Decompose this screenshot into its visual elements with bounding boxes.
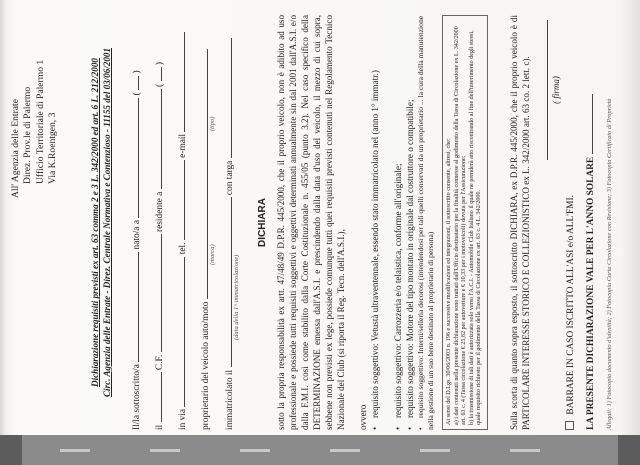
header-line-1: Dichiarazione requisiti previsti ex art. 63 comma 2 e 3 L. 342/2000 ed art. 6 L. 212/2000 [90, 58, 100, 387]
vehicle-field[interactable] [197, 49, 208, 299]
note-line: a) i dati contenuti nella presente dichiarazione sono trattati dall'Ufficio destinatario per la finalità connesse al godimento della Tassa di Circolazione ex L. 342/2000 art. 63 c. 4 (Tassa circolazione € 25,82 per autovetture e € 10,33 per i motoveicoli) dovuta per l'Assicurazione; [453, 26, 468, 425]
form-row-vehicle: proprietario del veicolo auto/moto [197, 15, 213, 430]
phone-field[interactable] [174, 160, 185, 240]
form-row-contact: in via tel. e-mail [174, 15, 190, 430]
birthdate-field[interactable] [151, 372, 162, 422]
registration-date-field[interactable] [221, 198, 232, 368]
requirements-list [370, 15, 436, 430]
dichiara-title: DICHIARA [257, 198, 268, 247]
scan-edge-mark [330, 449, 360, 452]
recipient-address [10, 60, 60, 198]
ovvero-label: ovvero [358, 404, 368, 430]
list-item: •requisito soggettivo: Vetustà ultraventennale, essendo stato immatricolato nel (anno 1° immatr.) [370, 70, 380, 430]
scan-edge-mark [60, 449, 90, 452]
header-line-2: Circ. Agenzia delle Entrate - Direz. Centrale Normativa e Contenzioso - 11155 del 03/06/2001 [101, 47, 112, 398]
address-line: All' Agenzia delle Entrate [10, 99, 21, 198]
residence-field[interactable] [151, 89, 162, 189]
note-line: b) la trasmissione di tali dati è autorizzata solo verso l'A.C.I. - Automobile Club Italiano il quale ne prenderà atto riscontrando al fine dell'inserimento degli stessi, quale requisito richiesto per il godimento della Tassa di Circolazione ex art. 63 c. 4 L. 342/2000. [468, 30, 483, 425]
fiscal-code-field[interactable] [151, 234, 162, 352]
privacy-note-box [442, 15, 488, 430]
address-line: Direz. Prov.le di Palermo [22, 86, 34, 184]
form-row-registration: immatricolato il con targa [221, 15, 237, 430]
registration-hint: (data della 1^ immatricolazione) [233, 254, 240, 340]
year-field[interactable] [582, 95, 593, 155]
vehicle-hints: (marca) (tipo) [209, 116, 216, 265]
dichiara-paragraph: sotto la propria responsabilità ex artt. 47/48/49 D.P.R. 445/2000, che il proprio veicolo, non è adibito ad uso professionale e possiede tutti requisiti soggettivi e oggettivi determinati annualmente sin dal 2001 dall'A.S.I. e/o dalla F.M.I. così come stabilito dalla Corte Costituzionale n. 455/05 (punto 3.2). Nel caso specifico della DETERMINAZIONE emessa dall'A.S.I. e prescindendo dalla data d'uso del veicolo, il mezzo di cui sopra, sebbene non previsti ex lege, possiede comunque tutti quei requisiti previsti contenuti nel Regolamento Tecnico Nazionale del Club (si riporta il Reg. Tecn. dell'A.S.I.), [276, 15, 346, 430]
address-line: Via K.Roentgen, 3 [47, 112, 59, 184]
signature-line[interactable] [546, 20, 548, 160]
email-field[interactable] [174, 32, 185, 132]
plate-field[interactable] [221, 38, 232, 158]
address-line: Ufficio Territoriale di Palermo 1 [34, 59, 46, 184]
attachments-footer: Allegati: 1) Fotocopia documento d'identità; 2) Fotocopia Carta Circolazione con Revisione; 3) Fotocopia Certificato di Proprietà [606, 98, 613, 430]
list-item: •requisito soggettivo: Carrozzeria e/o telaistica, conforme all'originale; [392, 163, 403, 430]
document-header [90, 15, 114, 430]
scan-edge-mark [240, 449, 270, 452]
scan-edge-mark [150, 449, 180, 452]
scan-edge-mark [618, 435, 640, 465]
declaration-paragraph: Sulla scorta di quanto sopra esposto, il sottoscritto DICHIARA, ex D.P.R. 445/2000, che il proprio veicolo è di PARTICOLARE INTERESSE STORICO E COLLEZIONISTICO ex L. 342/2000 art. 63 co. 2 lett. c). [509, 15, 531, 430]
valid-year-row: LA PRESENTE DICHIARAZIONE VALE PER L'ANNO SOLARE [582, 15, 598, 430]
residence-province-field[interactable] [151, 68, 162, 82]
form-row-name: Il/la sottoscritto/a nato/a a ( ) [128, 15, 144, 430]
birthplace-field[interactable] [128, 98, 139, 218]
scan-edge-mark [0, 435, 22, 465]
street-field[interactable] [174, 257, 185, 407]
list-item: •requisito soggettivo: Motore del tipo montato in originale dal costruttore o compatibile; [404, 99, 415, 430]
form-row-cf: il C.F. residente a ( ) [151, 15, 167, 430]
birth-province-field[interactable] [128, 76, 139, 90]
asi-checkbox-row: BARRARE IN CASO ISCRITTO ALL'ASI e/o ALL'FMI. [565, 15, 578, 430]
note-line: Ai sensi del D.Lgs. 30/06/2003 n. 196 e successive modificazioni ed integrazioni, il sottoscritto consente, altresì, che: [446, 138, 452, 425]
list-item: •requisito soggettivo: Interni/selleria decorosi (intendendosi per tali quelli conservati da un proprietario ... la cura della manutenzione nella gestione di un suo bene destinato al proprietario di persona) [416, 15, 436, 430]
signature-label: ( firma) [551, 76, 561, 104]
scan-edge-mark [420, 449, 450, 452]
document-rotated [10, 0, 635, 460]
asi-checkbox[interactable] [565, 421, 574, 430]
name-field[interactable] [128, 252, 139, 362]
scan-edge-strip [0, 435, 640, 465]
scan-edge-mark [510, 449, 540, 452]
